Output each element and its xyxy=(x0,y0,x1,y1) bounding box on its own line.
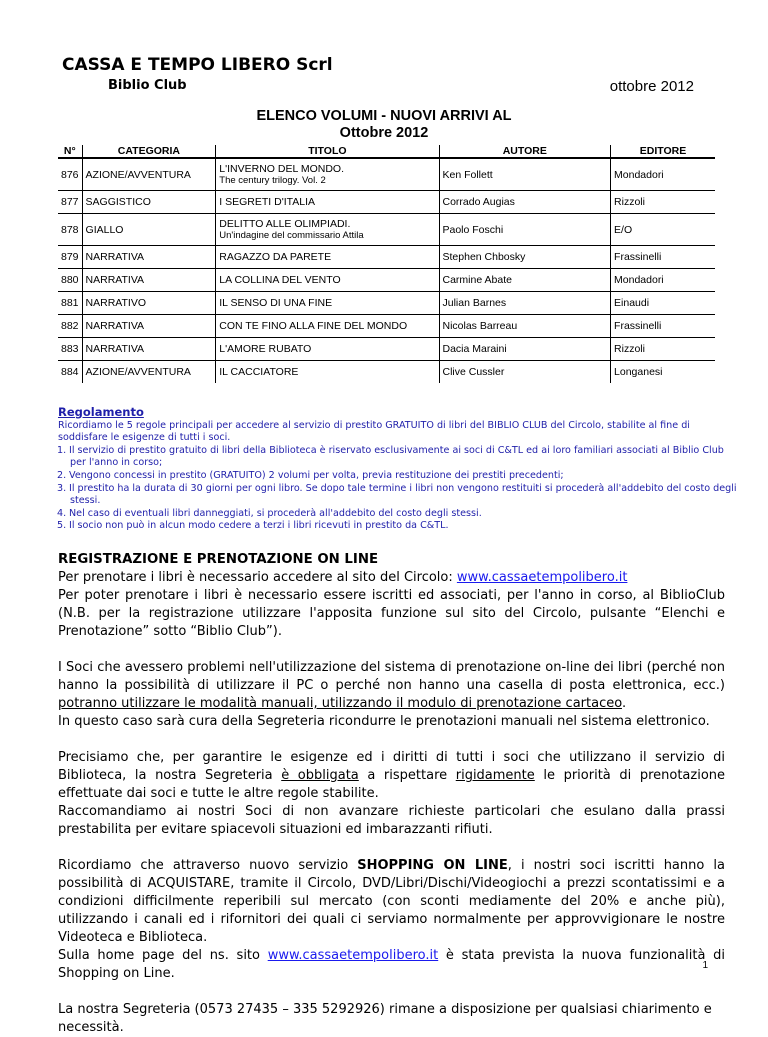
rule-number: 2. xyxy=(57,469,67,481)
table-row xyxy=(58,214,715,246)
cell-publisher: Frassinelli xyxy=(611,315,715,338)
regolamento-title: Regolamento xyxy=(58,405,144,419)
paragraph-text: a rispettare xyxy=(358,768,456,783)
cell-number: 876 xyxy=(58,158,82,191)
cell-title xyxy=(216,269,439,292)
paragraph-text: I Soci che avessero problemi nell'utilizzazione del sistema di prenotazione on-line dei libri (perché non hanno la possibilità di utilizzare il PC o perché non hanno una casella di posta elettronica, ecc.) xyxy=(58,660,725,693)
website-link[interactable]: www.cassaetempolibero.it xyxy=(456,570,628,585)
cell-publisher: E/O xyxy=(611,214,715,246)
rule-text: Il socio non può in alcun modo cedere a terzi i libri ricevuti in prestito da C&TL. xyxy=(69,520,449,532)
paragraph-text: , i nostri soci iscritti hanno la possibilità di ACQUISTARE, tramite il Circolo, DVD/Libri/Dischi/Videogiochi a prezzi scontatissimi e a condizioni difficilmente reperibili sul mercato (con sconti mediamente del 20% e anche più), utilizzando i canali ed i rifornitori dei quali ci serviamo normalmente per approvvigionare le nostre Videoteca e Biblioteca. xyxy=(58,858,725,945)
rules-list xyxy=(58,445,738,533)
list-item xyxy=(57,520,738,533)
header-author: AUTORE xyxy=(439,145,611,158)
cell-number: 882 xyxy=(58,315,82,338)
book-title: I SEGRETI D'ITALIA xyxy=(219,196,316,208)
paragraph xyxy=(58,857,725,947)
book-title: IL SENSO DI UNA FINE xyxy=(219,297,333,309)
cell-category: GIALLO xyxy=(82,214,216,246)
section-heading: REGISTRAZIONE E PRENOTAZIONE ON LINE xyxy=(58,552,379,567)
cell-author: Dacia Maraini xyxy=(439,338,611,361)
cell-category: NARRATIVO xyxy=(82,292,216,315)
cell-category: SAGGISTICO xyxy=(82,191,216,214)
cell-title xyxy=(216,191,439,214)
rule-text: Il servizio di prestito gratuito di libri della Biblioteca è riservato esclusivamente ai soci di C&TL ed ai loro familiari associati al Biblio Club per l'anno in corso; xyxy=(69,444,724,469)
table-row xyxy=(58,246,715,269)
cell-category: NARRATIVA xyxy=(82,269,216,292)
header-publisher: EDITORE xyxy=(611,145,715,158)
paragraph xyxy=(58,569,725,587)
cell-author: Clive Cussler xyxy=(439,361,611,384)
paragraph: In questo caso sarà cura della Segreteria ricondurre le prenotazioni manuali nel sistema elettronico. xyxy=(58,714,710,729)
cell-author: Paolo Foschi xyxy=(439,214,611,246)
cell-title xyxy=(216,246,439,269)
rule-number: 1. xyxy=(57,444,67,456)
organization-name: CASSA E TEMPO LIBERO Scrl xyxy=(62,55,333,75)
table-row xyxy=(58,158,715,191)
book-subtitle: The century trilogy. Vol. 2 xyxy=(219,174,326,186)
paragraph-text: Precisiamo che, per garantire le esigenze ed i diritti di tutti i soci che utilizzano il servizio di Biblioteca, la nostra Segreteria xyxy=(58,750,725,783)
header-number: N° xyxy=(58,145,82,158)
book-title: RAGAZZO DA PARETE xyxy=(219,251,332,263)
page-number: 1 xyxy=(702,960,708,971)
cell-author: Julian Barnes xyxy=(439,292,611,315)
table-header-row xyxy=(58,145,715,158)
cell-category: NARRATIVA xyxy=(82,315,216,338)
paragraph-text: Sulla home page del ns. sito xyxy=(58,948,268,963)
cell-number: 877 xyxy=(58,191,82,214)
paragraph-text: . xyxy=(621,696,627,711)
rule-text: Vengono concessi in prestito (GRATUITO) 2 volumi per volta, previa restituzione dei prestiti precedenti; xyxy=(69,469,564,481)
cell-author: Carmine Abate xyxy=(439,269,611,292)
table-body xyxy=(58,158,715,383)
body-text xyxy=(58,551,725,1037)
paragraph xyxy=(58,947,725,983)
header-category: CATEGORIA xyxy=(82,145,216,158)
paragraph-text: Ricordiamo che attraverso nuovo servizio xyxy=(58,858,358,873)
cell-category: AZIONE/AVVENTURA xyxy=(82,361,216,384)
rule-text: Nel caso di eventuali libri danneggiati, si procederà all'addebito del costo degli stessi. xyxy=(69,507,482,519)
cell-publisher: Einaudi xyxy=(611,292,715,315)
paragraph: Per poter prenotare i libri è necessario essere iscritti ed associati, per l'anno in corso, al BiblioClub (N.B. per la registrazione utilizzare l'apposita funzione sul sito del Circolo, pulsante “Elenchi e Prenotazione” sotto “Biblio Club”). xyxy=(58,588,725,639)
list-item xyxy=(57,469,738,483)
cell-author: Nicolas Barreau xyxy=(439,315,611,338)
cell-author: Ken Follett xyxy=(439,158,611,191)
cell-publisher: Rizzoli xyxy=(611,338,715,361)
rule-number: 5. xyxy=(57,520,67,532)
cell-publisher: Rizzoli xyxy=(611,191,715,214)
book-title: CON TE FINO ALLA FINE DEL MONDO xyxy=(219,320,408,332)
website-link[interactable]: www.cassaetempolibero.it xyxy=(267,948,439,963)
underlined-text: potranno utilizzare le modalità manuali, utilizzando il modulo di prenotazione cartaceo xyxy=(58,696,622,711)
table-row xyxy=(58,191,715,214)
cell-title xyxy=(216,292,439,315)
underlined-text: rigidamente xyxy=(455,768,535,783)
regolamento-section xyxy=(58,406,738,533)
header-title: TITOLO xyxy=(216,145,439,158)
paragraph-text: le priorità di prenotazione effettuate dai soci e tutte le altre regole stabilite. xyxy=(58,768,726,801)
cell-title xyxy=(216,361,439,384)
cell-number: 881 xyxy=(58,292,82,315)
table-row xyxy=(58,269,715,292)
club-name: Biblio Club xyxy=(108,78,187,93)
cell-publisher: Longanesi xyxy=(611,361,715,384)
list-item xyxy=(57,482,738,508)
rule-number: 3. xyxy=(57,482,67,494)
bold-text: SHOPPING ON LINE xyxy=(357,858,508,873)
regolamento-intro: Ricordiamo le 5 regole principali per accedere al servizio di prestito GRATUITO di libri del BIBLIO CLUB del Circolo, stabilite al fine di soddisfare le esigenze di tutti i soci. xyxy=(58,419,690,444)
book-title: DELITTO ALLE OLIMPIADI. xyxy=(219,217,351,230)
list-item xyxy=(57,444,738,470)
cell-title xyxy=(216,158,439,191)
paragraph-text: è stata prevista la nuova funzionalità di Shopping on Line. xyxy=(58,948,725,981)
table-row xyxy=(58,361,715,384)
book-title: IL CACCIATORE xyxy=(219,366,299,378)
paragraph: Raccomandiamo ai nostri Soci di non avanzare richieste particolari che esulano dalla prassi prestabilita per evitare spiacevoli situazioni ed imbarazzanti rifiuti. xyxy=(58,804,725,837)
books-table xyxy=(58,145,715,383)
cell-category: NARRATIVA xyxy=(82,246,216,269)
table-row xyxy=(58,338,715,361)
document-date: ottobre 2012 xyxy=(609,78,694,95)
cell-title xyxy=(216,214,439,246)
cell-author: Stephen Chbosky xyxy=(439,246,611,269)
list-item xyxy=(57,507,738,521)
cell-category: NARRATIVA xyxy=(82,338,216,361)
paragraph-text: Per prenotare i libri è necessario accedere al sito del Circolo: xyxy=(58,570,457,585)
document-title: ELENCO VOLUMI - NUOVI ARRIVI AL xyxy=(256,108,512,124)
cell-category: AZIONE/AVVENTURA xyxy=(82,158,216,191)
book-subtitle: Un'indagine del commissario Attila xyxy=(219,229,364,241)
paragraph xyxy=(58,749,725,803)
cell-number: 879 xyxy=(58,246,82,269)
cell-number: 884 xyxy=(58,361,82,384)
document-subtitle: Ottobre 2012 xyxy=(339,125,429,141)
table-row xyxy=(58,315,715,338)
paragraph xyxy=(58,659,725,713)
paragraph: La nostra Segreteria (0573 27435 – 335 5292926) rimane a disposizione per qualsiasi chiarimento e necessità. xyxy=(58,1002,712,1035)
cell-title xyxy=(216,338,439,361)
cell-publisher: Frassinelli xyxy=(611,246,715,269)
cell-publisher: Mondadori xyxy=(611,158,715,191)
cell-number: 878 xyxy=(58,214,82,246)
cell-number: 880 xyxy=(58,269,82,292)
cell-author: Corrado Augias xyxy=(439,191,611,214)
underlined-text: è obbligata xyxy=(281,768,359,783)
book-title: L'AMORE RUBATO xyxy=(219,343,312,355)
book-title: L'INVERNO DEL MONDO. xyxy=(219,162,344,175)
rule-number: 4. xyxy=(57,507,67,519)
cell-number: 883 xyxy=(58,338,82,361)
rule-text: Il prestito ha la durata di 30 giorni per ogni libro. Se dopo tale termine i libri non vengono restituiti si procederà all'addebito del costo degli stessi. xyxy=(69,482,737,507)
cell-publisher: Mondadori xyxy=(611,269,715,292)
cell-title xyxy=(216,315,439,338)
book-title: LA COLLINA DEL VENTO xyxy=(219,274,341,286)
table-row xyxy=(58,292,715,315)
